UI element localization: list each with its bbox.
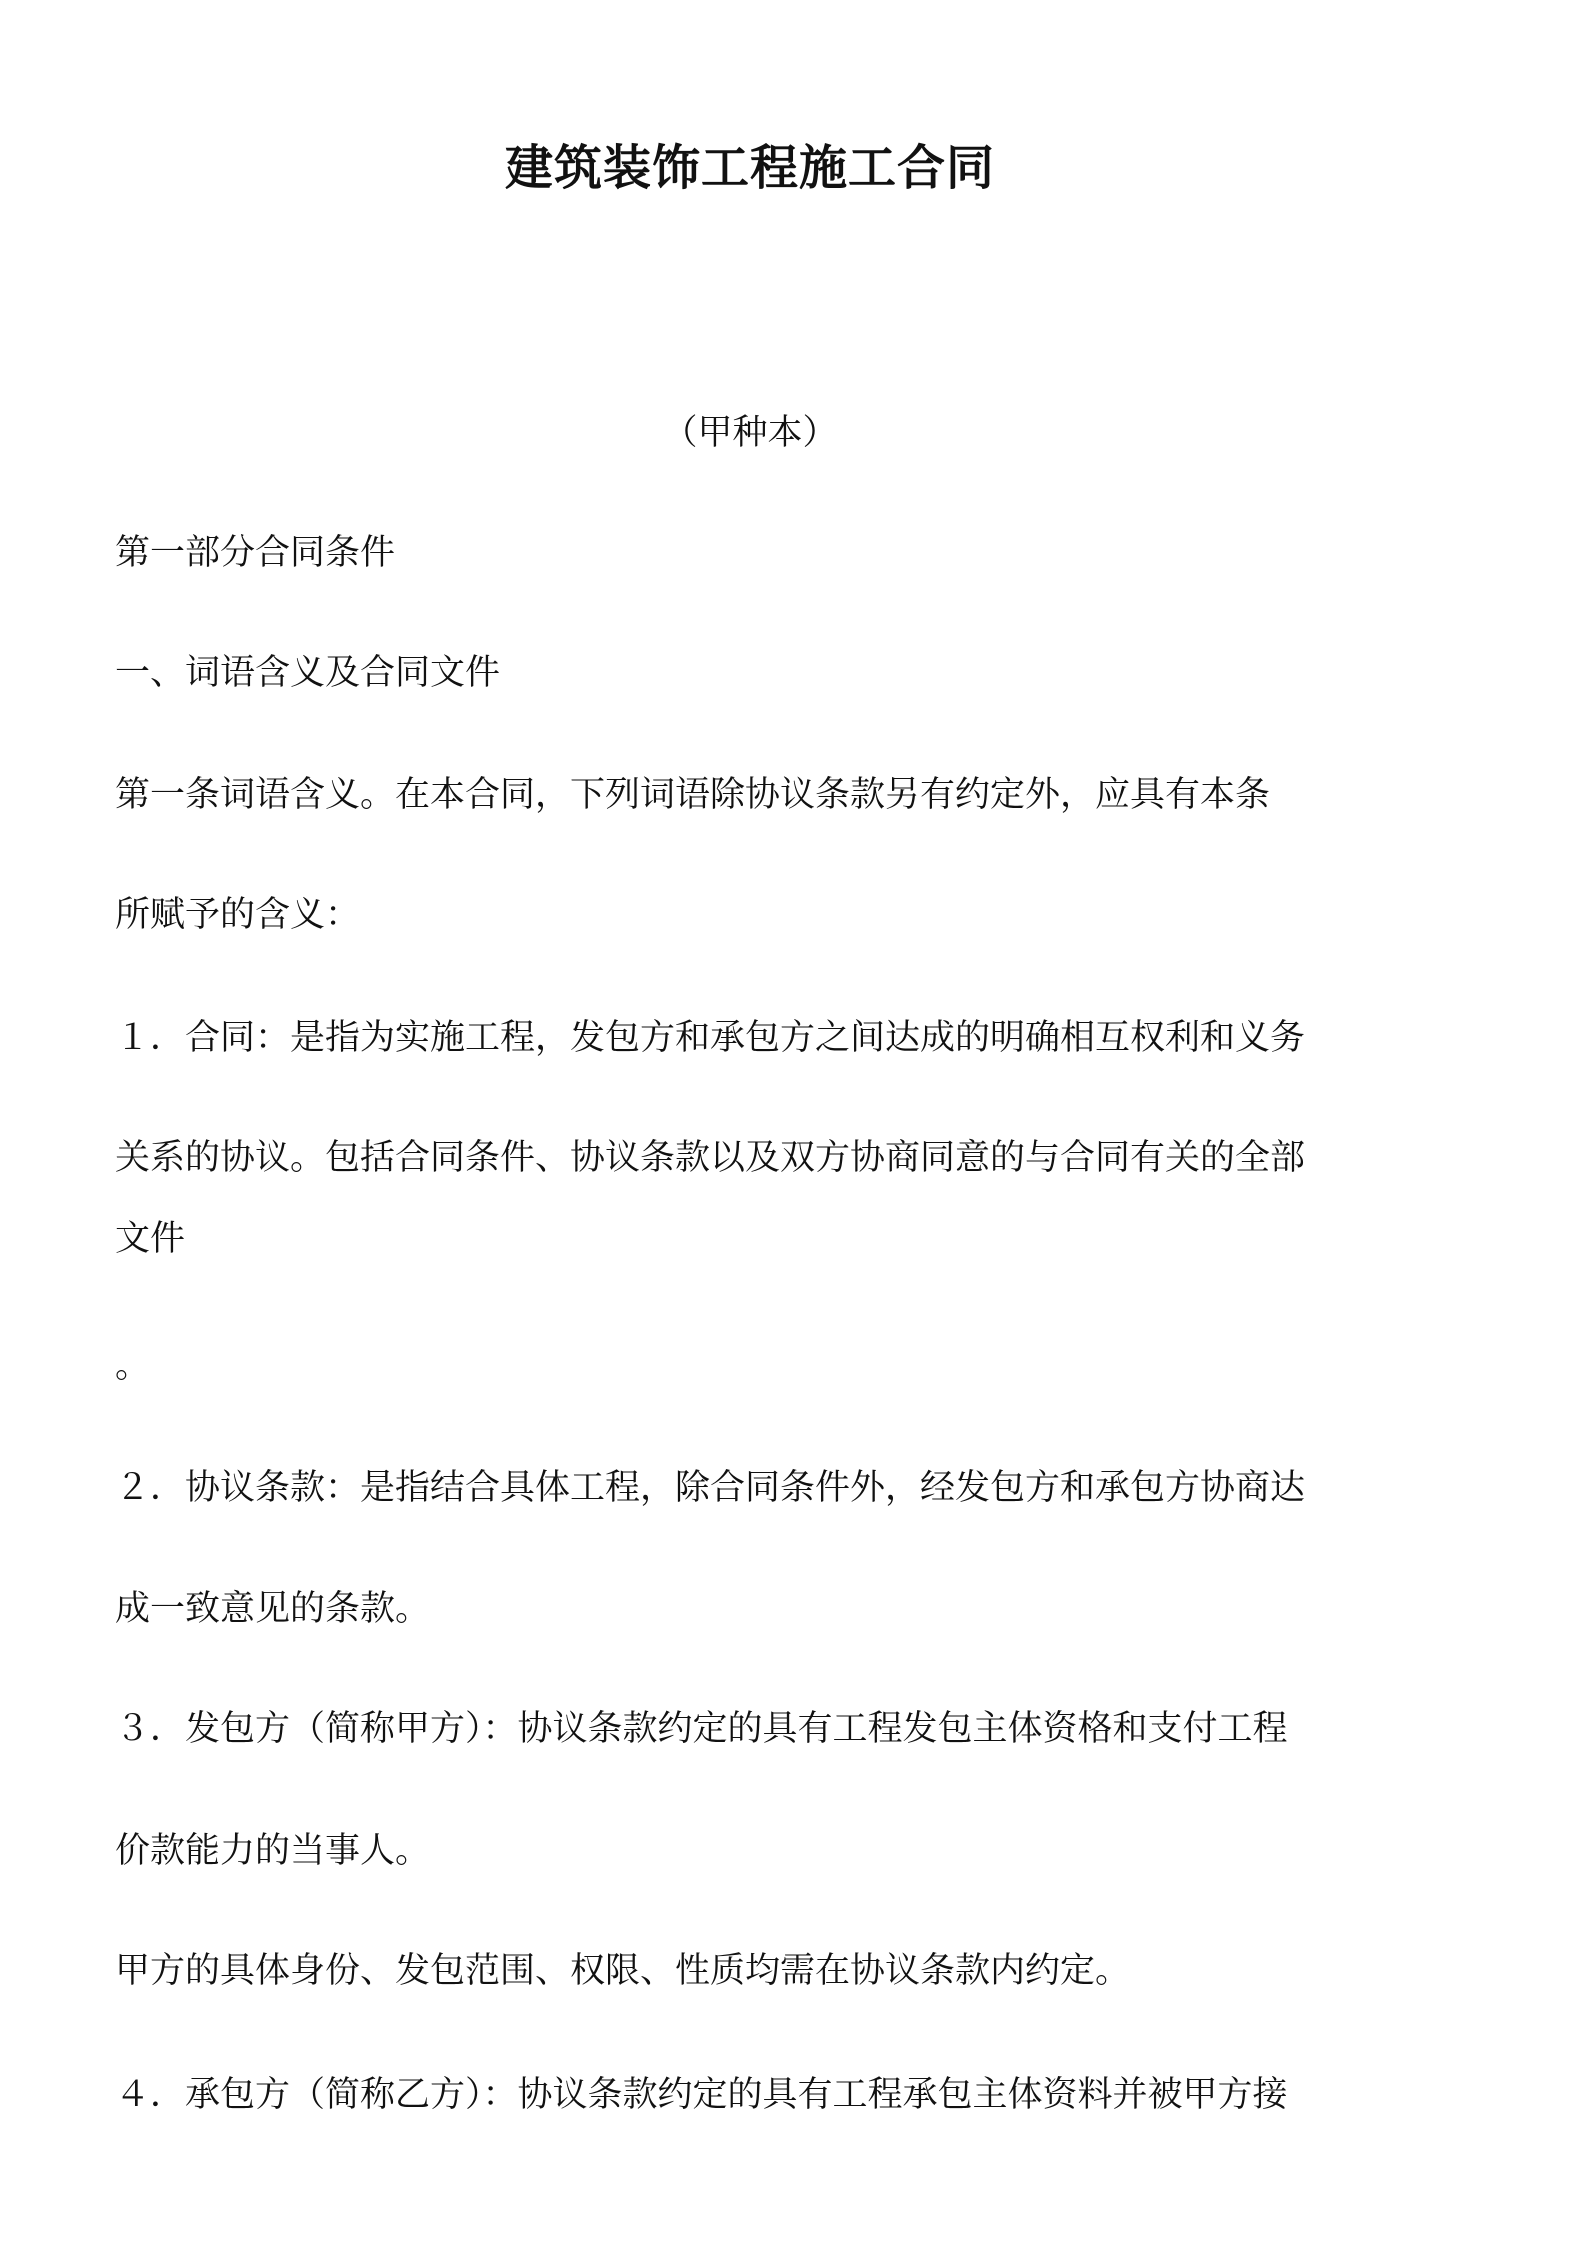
chapter-heading: 一、词语含义及合同文件 (115, 653, 501, 693)
paragraph-line: 第一条词语含义。在本合同，下列词语除协议条款另有约定外，应具有本条 (115, 775, 1271, 815)
paragraph-line: 文件 (115, 1219, 186, 1259)
paragraph-line: ４．承包方（简称乙方）：协议条款约定的具有工程承包主体资料并被甲方接 (115, 2075, 1288, 2115)
paragraph-line: ３．发包方（简称甲方）：协议条款约定的具有工程发包主体资格和支付工程 (115, 1709, 1288, 1749)
paragraph-line: 所赋予的含义： (115, 895, 361, 935)
paragraph-line: １．合同：是指为实施工程，发包方和承包方之间达成的明确相互权利和义务 (115, 1018, 1306, 1058)
document-title: 建筑装饰工程施工合同 (504, 140, 995, 196)
section-heading: 第一部分合同条件 (115, 533, 396, 573)
paragraph-line: 成一致意见的条款。 (115, 1589, 431, 1629)
paragraph-line: 甲方的具体身份、发包范围、权限、性质均需在协议条款内约定。 (115, 1951, 1131, 1991)
paragraph-line: 关系的协议。包括合同条件、协议条款以及双方协商同意的与合同有关的全部 (115, 1138, 1306, 1178)
document-subtitle: （甲种本） (662, 413, 838, 453)
paragraph-line: 价款能力的当事人。 (115, 1831, 431, 1871)
paragraph-line: 。 (115, 1346, 151, 1386)
paragraph-line: ２．协议条款：是指结合具体工程，除合同条件外，经发包方和承包方协商达 (115, 1468, 1306, 1508)
